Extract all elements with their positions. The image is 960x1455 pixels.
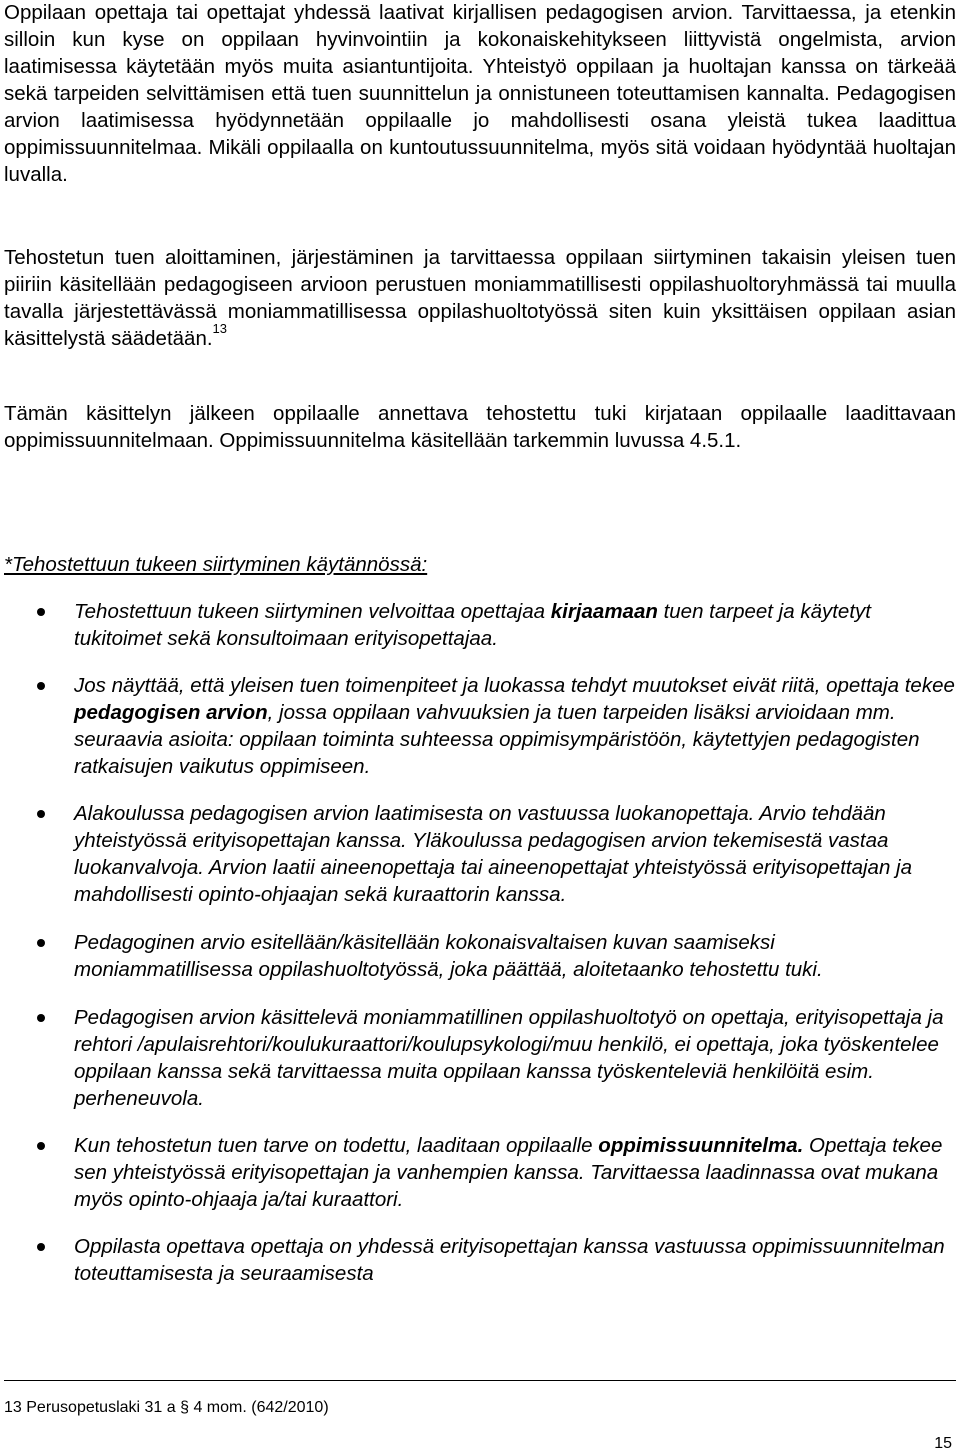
list-item: Jos näyttää, että yleisen tuen toimenpiteet ja luokassa tehdyt muutokset eivät riitä, opettaja tekee pedagogisen arvion, jossa oppilaan vahvuuksien ja tuen tarpeiden lisäksi arvioidaan mm. seuraavia asioita: oppilaan toiminta suhteessa oppimisympäristöön, käytettyjen pedagogisten ratkaisujen vaikutus oppimiseen. — [4, 672, 956, 780]
paragraph-learning-plan: Tämän käsittelyn jälkeen oppilaalle annettava tehostettu tuki kirjataan oppilaalle laadittavaan oppimissuunnitelmaan. Oppimissuunnitelma käsitellään tarkemmin luvussa 4.5.1. — [4, 402, 956, 452]
emphasis-text: kirjaamaan — [550, 600, 658, 623]
list-item: Pedagoginen arvio esitellään/käsitellään kokonaisvaltaisen kuvan saamiseksi moniammatillisessa oppilashuoltotyössä, joka päättää, aloitetaanko tehostettu tuki. — [4, 929, 956, 983]
bullet-icon — [37, 1243, 45, 1251]
list-item: Pedagogisen arvion käsittelevä moniammatillinen oppilashuoltotyö on opettaja, erityisopettaja ja rehtori /apulaisrehtori/koulukuraattori/koulupsykologi/muu henkilö, ei opettaja, joka työskentelee oppilaan kanssa sekä tarvittaessa muita oppilaan kanssa työskenteleviä henkilöitä esim. perheneuvola. — [4, 1004, 956, 1112]
practice-bullet-list — [4, 598, 956, 1287]
bullet-icon — [37, 1014, 45, 1022]
footnote: 13 Perusopetuslaki 31 a § 4 mom. (642/2010) — [4, 1399, 329, 1416]
page-number: 15 — [934, 1435, 952, 1452]
bullet-icon — [37, 608, 45, 616]
section-heading: *Tehostettuun tukeen siirtyminen käytännössä: — [4, 553, 428, 576]
bullet-icon — [37, 810, 45, 818]
paragraph-text: Tehostetun tuen aloittaminen, järjestäminen ja tarvittaessa oppilaan siirtyminen takaisin yleisen tuen piiriin käsitellään pedagogiseen arvioon perustuen moniammatillisesti oppilashuoltoryhmässä tai muulla tavalla järjestettävässä moniammatillisessa oppilashuoltotyössä siten kuin yksittäisen oppilaan asian käsittelystä säädetään. — [4, 246, 956, 350]
footnote-divider — [4, 1380, 956, 1381]
list-item: Tehostettuun tukeen siirtyminen velvoittaa opettajaa kirjaamaan tuen tarpeet ja käytetyt tukitoimet sekä konsultoimaan erityisopettajaa. — [4, 598, 956, 652]
footnote-reference: 13 — [212, 321, 228, 337]
list-item: Oppilasta opettava opettaja on yhdessä erityisopettajan kanssa vastuussa oppimissuunnitelman toteuttamisesta ja seuraamisesta — [4, 1233, 956, 1287]
emphasis-text: pedagogisen arvion — [74, 701, 268, 724]
bullet-icon — [37, 939, 45, 947]
list-item: Alakoulussa pedagogisen arvion laatimisesta on vastuussa luokanopettaja. Arvio tehdään yhteistyössä erityisopettajan kanssa. Yläkoulussa pedagogisen arvion tekemisestä vastaa luokanvalvoja. Arvion laatii aineenopettaja tai aineenopettajat yhteistyössä erityisopettajan ja mahdollisesti opinto-ohjaajan sekä kuraattorin kanssa. — [4, 800, 956, 908]
list-item: Kun tehostetun tuen tarve on todettu, laaditaan oppilaalle oppimissuunnitelma. Opettaja tekee sen yhteistyössä erityisopettajan ja vanhempien kanssa. Tarvittaessa laadinnassa ovat mukana myös opinto-ohjaaja ja/tai kuraattori. — [4, 1132, 956, 1213]
bullet-icon — [37, 682, 45, 690]
paragraph-pedagogical-assessment: Oppilaan opettaja tai opettajat yhdessä laativat kirjallisen pedagogisen arvion. Tarvittaessa, ja etenkin silloin kun kyse on oppilaan hyvinvointiin ja kokonaiskehitykseen liittyvistä ongelmista, arvion laatimisessa käytetään myös muita asiantuntijoita. Yhteistyö oppilaan ja huoltajan kanssa on tärkeää sekä tarpeiden selvittämisen että tuen suunnittelun ja onnistuneen toteuttamisen kannalta. Pedagogisen arvion laatimisessa hyödynnetään oppilaalle jo mahdollisesti osana yleistä tukea laadittua oppimissuunnitelmaa. Mikäli oppilaalla on kuntoutussuunnitelma, myös sitä voidaan hyödyntää huoltajan luvalla. — [4, 1, 956, 186]
bullet-icon — [37, 1142, 45, 1150]
paragraph-enhanced-support-start — [4, 244, 956, 352]
emphasis-text: oppimissuunnitelma. — [598, 1134, 804, 1157]
